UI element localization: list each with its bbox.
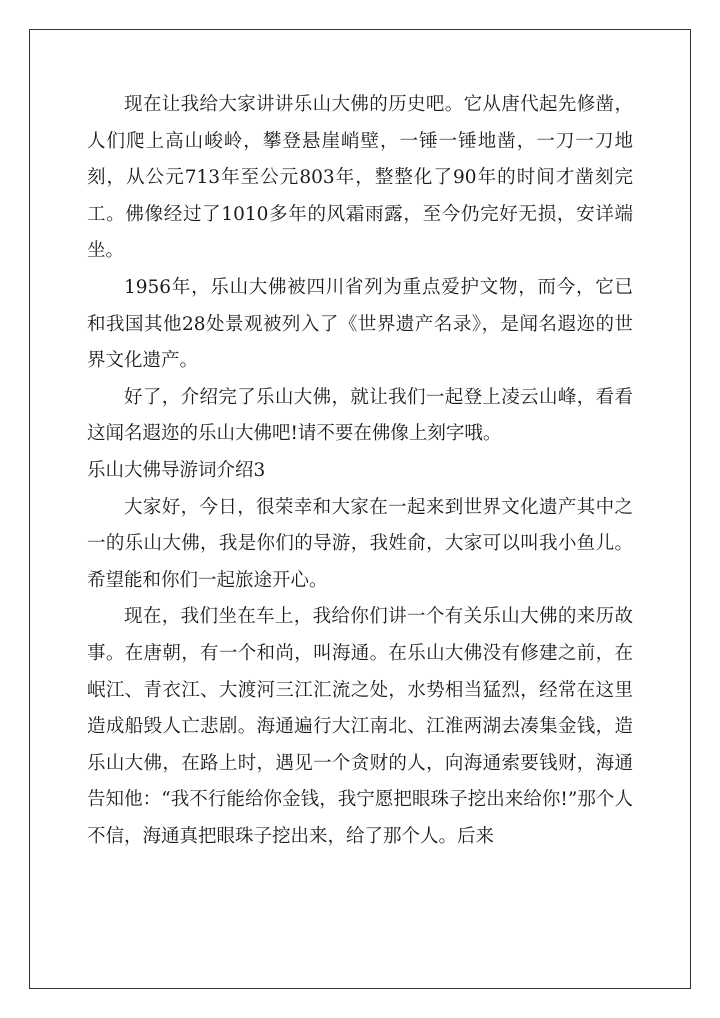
paragraph-closing: 好了，介绍完了乐山大佛，就让我们一起登上凌云山峰，看看这闻名遐迩的乐山大佛吧!请不要在佛像上刻字哦。 [87,386,633,445]
paragraph-world-heritage: 1956年，乐山大佛被四川省列为重点爱护文物，而今，它已和我国其他28处景观被列入了《世界遗产名录》，是闻名遐迩的世界文化遗产。 [87,276,633,372]
paragraph-history: 现在让我给大家讲讲乐山大佛的历史吧。它从唐代起先修凿，人们爬上高山峻岭，攀登悬崖峭壁，一锤一锤地凿，一刀一刀地刻，从公元713年至公元803年，整整化了90年的时间才凿刻完工。佛像经过了1010多年的风霜雨露，至今仍完好无损，安详端坐。 [87,94,633,262]
document-body [87,87,633,855]
paragraph-greeting: 大家好，今日，很荣幸和大家在一起来到世界文化遗产其中之一的乐山大佛，我是你们的导游，我姓俞，大家可以叫我小鱼儿。希望能和你们一起旅途开心。 [87,496,633,591]
paragraph-story: 现在，我们坐在车上，我给你们讲一个有关乐山大佛的来历故事。在唐朝，有一个和尚，叫海通。在乐山大佛没有修建之前，在岷江、青衣江、大渡河三江汇流之处，水势相当猛烈，经常在这里造成船毁人亡悲剧。海通遍行大江南北、江淮两湖去凑集金钱，造乐山大佛，在路上时，遇见一个贪财的人，向海通索要钱财，海通告知他：“我不行能给你金钱，我宁愿把眼珠子挖出来给你!”那个人不信，海通真把眼珠子挖出来，给了那个人。后来 [87,606,633,847]
section-heading: 乐山大佛导游词介绍3 [87,459,266,481]
